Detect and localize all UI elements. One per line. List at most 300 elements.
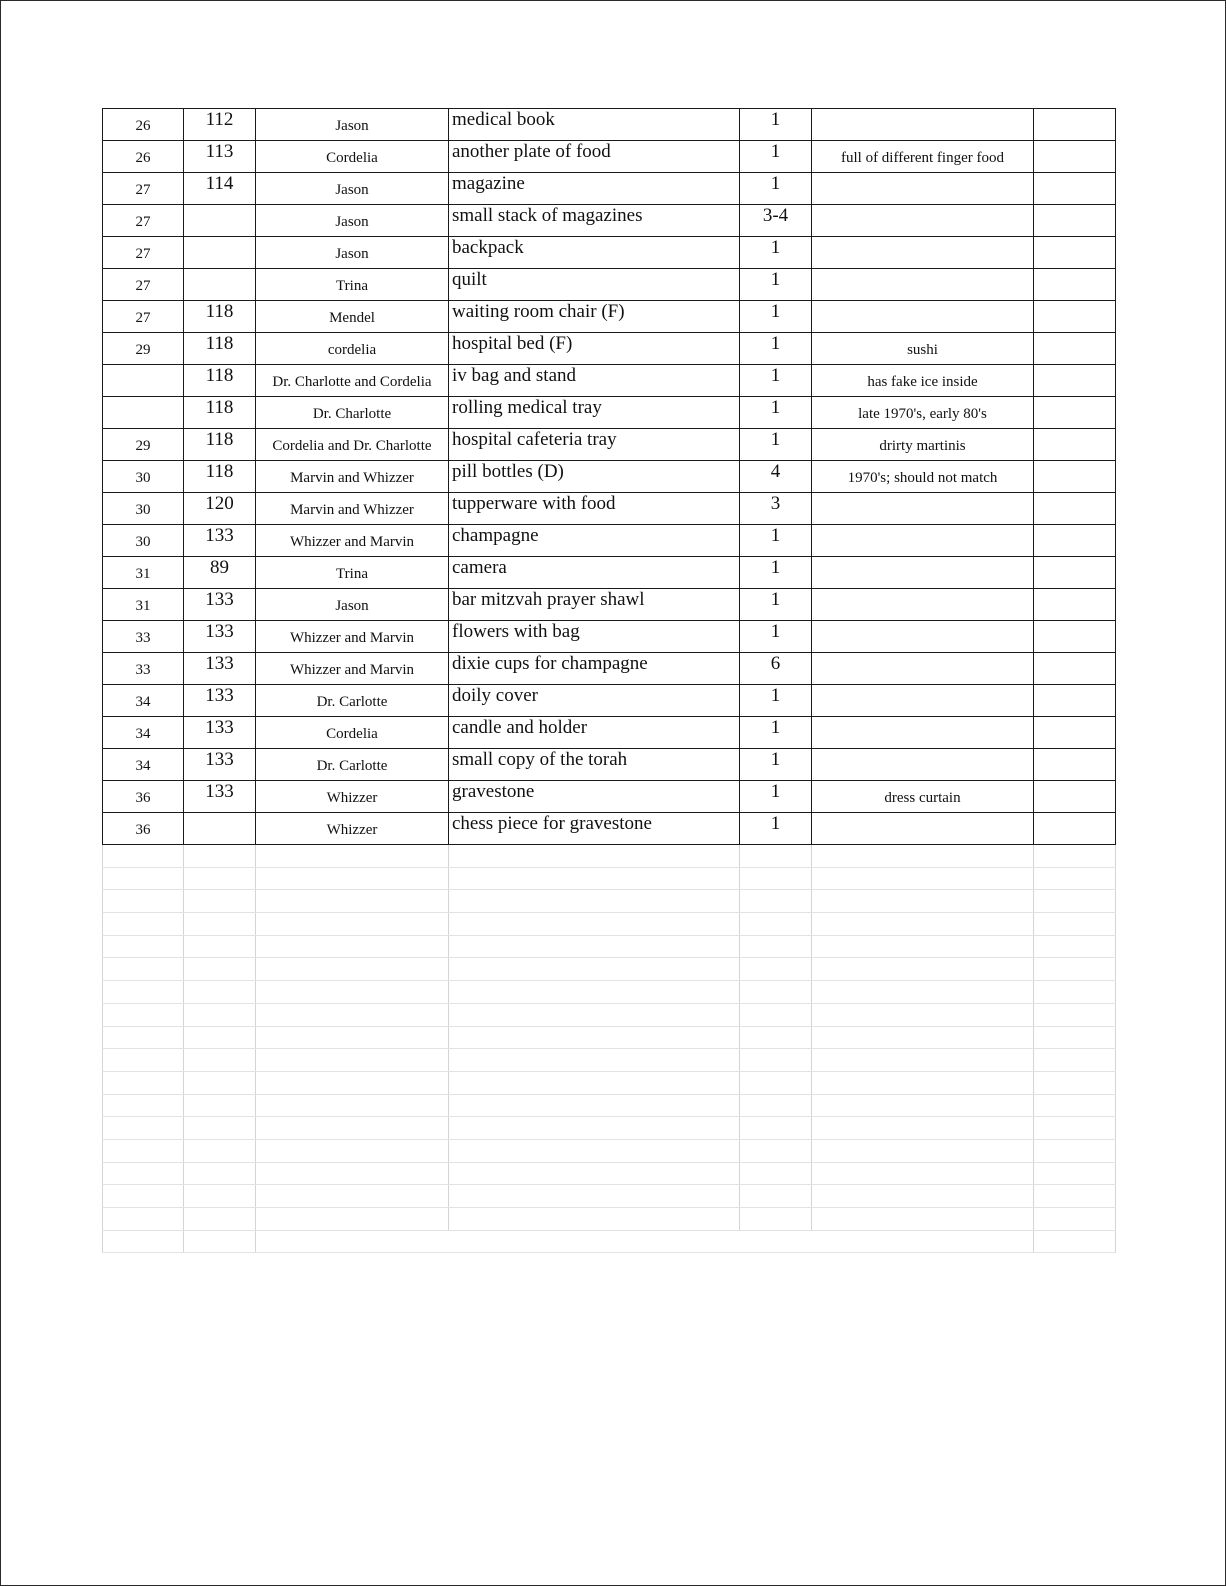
item-cell: quilt — [449, 269, 740, 301]
empty-grid-cell — [103, 1162, 184, 1185]
empty-grid-row — [103, 1139, 1116, 1162]
empty-grid-cell — [812, 1139, 1034, 1162]
character-cell: Marvin and Whizzer — [256, 461, 449, 493]
item-cell: dixie cups for champagne — [449, 653, 740, 685]
page-number-cell: 118 — [184, 461, 256, 493]
empty-grid-cell — [740, 1208, 812, 1231]
empty-grid-row — [103, 1185, 1116, 1208]
empty-grid-cell — [184, 845, 256, 867]
table-row — [103, 237, 1116, 269]
page-number-cell: 118 — [184, 301, 256, 333]
character-cell: Jason — [256, 109, 449, 141]
scene-cell: 29 — [103, 333, 184, 365]
notes-cell — [812, 749, 1034, 781]
extra-cell — [1034, 685, 1116, 717]
empty-grid-cell — [812, 1049, 1034, 1072]
empty-grid-cell — [103, 1026, 184, 1049]
empty-grid-cell — [103, 981, 184, 1004]
empty-grid-cell — [740, 1117, 812, 1140]
empty-grid-cell — [1034, 1117, 1116, 1140]
page-number-cell: 133 — [184, 525, 256, 557]
empty-grid-cell — [1034, 958, 1116, 981]
scene-cell — [103, 397, 184, 429]
table-row — [103, 109, 1116, 141]
empty-grid-cell — [256, 1049, 449, 1072]
extra-cell — [1034, 589, 1116, 621]
empty-grid-cell — [449, 1139, 740, 1162]
extra-cell — [1034, 141, 1116, 173]
quantity-cell: 1 — [740, 141, 812, 173]
scene-cell: 30 — [103, 525, 184, 557]
table-row — [103, 461, 1116, 493]
empty-grid-cell — [812, 845, 1034, 867]
page-number-cell: 118 — [184, 333, 256, 365]
item-cell: doily cover — [449, 685, 740, 717]
notes-cell — [812, 301, 1034, 333]
quantity-cell: 1 — [740, 813, 812, 845]
extra-cell — [1034, 653, 1116, 685]
empty-grid-cell — [184, 1071, 256, 1094]
empty-grid-cell — [1034, 981, 1116, 1004]
character-cell: Cordelia — [256, 717, 449, 749]
table-row — [103, 173, 1116, 205]
empty-grid-cell — [184, 1117, 256, 1140]
item-cell: medical book — [449, 109, 740, 141]
empty-grid-cell — [103, 1117, 184, 1140]
notes-cell — [812, 557, 1034, 589]
props-table — [102, 108, 1116, 845]
empty-grid-row — [103, 867, 1116, 890]
empty-grid-cell — [740, 935, 812, 958]
item-cell: magazine — [449, 173, 740, 205]
table-row — [103, 813, 1116, 845]
empty-grid-row — [103, 845, 1116, 867]
item-cell: hospital bed (F) — [449, 333, 740, 365]
notes-cell — [812, 525, 1034, 557]
empty-grid-cell — [184, 1094, 256, 1117]
empty-grid-cell — [1034, 890, 1116, 913]
scene-cell: 36 — [103, 781, 184, 813]
page-number-cell: 113 — [184, 141, 256, 173]
extra-cell — [1034, 365, 1116, 397]
scene-cell: 29 — [103, 429, 184, 461]
extra-cell — [1034, 109, 1116, 141]
empty-grid-cell — [449, 1049, 740, 1072]
empty-grid-row — [103, 1162, 1116, 1185]
empty-grid-cell — [812, 1185, 1034, 1208]
quantity-cell: 1 — [740, 685, 812, 717]
scene-cell: 27 — [103, 269, 184, 301]
page-number-cell — [184, 269, 256, 301]
item-cell: rolling medical tray — [449, 397, 740, 429]
page-number-cell: 120 — [184, 493, 256, 525]
empty-grid-cell — [812, 935, 1034, 958]
empty-grid-cell — [256, 935, 449, 958]
empty-grid-cell — [1034, 1230, 1116, 1253]
empty-grid-cell — [449, 981, 740, 1004]
empty-grid-cell — [184, 1049, 256, 1072]
quantity-cell: 1 — [740, 109, 812, 141]
page-number-cell: 133 — [184, 653, 256, 685]
table-row — [103, 365, 1116, 397]
character-cell: Cordelia — [256, 141, 449, 173]
notes-cell: drirty martinis — [812, 429, 1034, 461]
quantity-cell: 1 — [740, 621, 812, 653]
notes-cell — [812, 269, 1034, 301]
table-row — [103, 621, 1116, 653]
notes-cell — [812, 205, 1034, 237]
quantity-cell: 1 — [740, 301, 812, 333]
empty-grid-cell — [812, 1026, 1034, 1049]
page-number-cell: 133 — [184, 621, 256, 653]
empty-grid-row — [103, 1003, 1116, 1026]
empty-grid-cell — [740, 845, 812, 867]
scene-cell: 34 — [103, 685, 184, 717]
empty-grid-cell — [812, 958, 1034, 981]
empty-grid-cell — [449, 890, 740, 913]
empty-grid-cell — [449, 867, 740, 890]
item-cell: hospital cafeteria tray — [449, 429, 740, 461]
quantity-cell: 1 — [740, 589, 812, 621]
empty-grid-cell — [103, 1139, 184, 1162]
empty-grid-cell — [103, 890, 184, 913]
empty-grid-row — [103, 1117, 1116, 1140]
character-cell: Dr. Charlotte and Cordelia — [256, 365, 449, 397]
empty-grid-row — [103, 981, 1116, 1004]
empty-grid-cell — [449, 1094, 740, 1117]
empty-grid-cell — [1034, 1185, 1116, 1208]
scene-cell: 27 — [103, 173, 184, 205]
empty-grid-cell — [256, 981, 449, 1004]
empty-grid-cell — [740, 890, 812, 913]
empty-grid-cell — [1034, 913, 1116, 936]
character-cell: Trina — [256, 557, 449, 589]
empty-grid-row — [103, 1208, 1116, 1231]
table-row — [103, 493, 1116, 525]
item-cell: backpack — [449, 237, 740, 269]
empty-grid-cell — [740, 1049, 812, 1072]
scene-cell: 31 — [103, 589, 184, 621]
empty-grid-cell — [103, 867, 184, 890]
item-cell: pill bottles (D) — [449, 461, 740, 493]
character-cell: Cordelia and Dr. Charlotte — [256, 429, 449, 461]
empty-grid-cell — [184, 1230, 256, 1253]
character-cell: Dr. Carlotte — [256, 749, 449, 781]
scene-cell: 27 — [103, 301, 184, 333]
empty-grid-cell — [103, 935, 184, 958]
empty-grid-cell — [812, 1117, 1034, 1140]
page-number-cell — [184, 813, 256, 845]
empty-grid-row — [103, 1026, 1116, 1049]
empty-grid-cell — [1034, 845, 1116, 867]
empty-grid-cell — [449, 1162, 740, 1185]
item-cell: bar mitzvah prayer shawl — [449, 589, 740, 621]
extra-cell — [1034, 525, 1116, 557]
page-number-cell: 133 — [184, 685, 256, 717]
empty-grid-cell — [812, 1162, 1034, 1185]
table-row — [103, 301, 1116, 333]
extra-cell — [1034, 781, 1116, 813]
table-row — [103, 141, 1116, 173]
extra-cell — [1034, 749, 1116, 781]
page-number-cell — [184, 205, 256, 237]
extra-cell — [1034, 429, 1116, 461]
character-cell: Dr. Carlotte — [256, 685, 449, 717]
empty-grid-cell — [812, 1003, 1034, 1026]
empty-grid-cell — [103, 1094, 184, 1117]
quantity-cell: 1 — [740, 781, 812, 813]
empty-grid-cell — [103, 958, 184, 981]
empty-grid-cell — [256, 867, 449, 890]
empty-grid-cell — [184, 1185, 256, 1208]
table-row — [103, 557, 1116, 589]
spreadsheet-area — [102, 108, 1115, 1253]
quantity-cell: 3 — [740, 493, 812, 525]
page-number-cell: 114 — [184, 173, 256, 205]
empty-grid-cell — [256, 1162, 449, 1185]
empty-grid-cell — [184, 913, 256, 936]
empty-grid-cell — [103, 1071, 184, 1094]
item-cell: candle and holder — [449, 717, 740, 749]
notes-cell — [812, 717, 1034, 749]
empty-grid-cell — [184, 1003, 256, 1026]
empty-grid-cell — [740, 958, 812, 981]
empty-grid-cell — [449, 845, 740, 867]
empty-grid-cell — [740, 1003, 812, 1026]
empty-grid-cell — [449, 935, 740, 958]
table-row — [103, 397, 1116, 429]
quantity-cell: 4 — [740, 461, 812, 493]
extra-cell — [1034, 813, 1116, 845]
table-row — [103, 749, 1116, 781]
empty-grid-cell — [740, 913, 812, 936]
scene-cell: 36 — [103, 813, 184, 845]
empty-grid-cell — [812, 1208, 1034, 1231]
extra-cell — [1034, 205, 1116, 237]
notes-cell: 1970's; should not match — [812, 461, 1034, 493]
character-cell: Dr. Charlotte — [256, 397, 449, 429]
item-cell: another plate of food — [449, 141, 740, 173]
empty-grid-cell — [256, 913, 449, 936]
empty-grid-cell — [740, 1094, 812, 1117]
empty-grid-cell — [449, 913, 740, 936]
character-cell: Jason — [256, 237, 449, 269]
empty-grid-cell — [449, 958, 740, 981]
empty-grid-cell — [256, 1117, 449, 1140]
page-number-cell: 133 — [184, 717, 256, 749]
notes-cell: full of different finger food — [812, 141, 1034, 173]
page-number-cell: 118 — [184, 429, 256, 461]
notes-cell — [812, 237, 1034, 269]
item-cell: champagne — [449, 525, 740, 557]
empty-grid-body — [103, 845, 1116, 1253]
empty-grid-cell — [103, 1185, 184, 1208]
empty-grid-cell — [812, 867, 1034, 890]
item-cell: flowers with bag — [449, 621, 740, 653]
empty-grid-cell — [740, 1026, 812, 1049]
empty-grid-cell — [103, 1049, 184, 1072]
character-cell: Mendel — [256, 301, 449, 333]
notes-cell — [812, 173, 1034, 205]
scene-cell: 34 — [103, 717, 184, 749]
character-cell: cordelia — [256, 333, 449, 365]
extra-cell — [1034, 269, 1116, 301]
empty-grid-cell — [184, 1139, 256, 1162]
table-row — [103, 781, 1116, 813]
quantity-cell: 1 — [740, 237, 812, 269]
table-row — [103, 205, 1116, 237]
empty-grid-cell — [256, 1230, 1034, 1253]
empty-grid-cell — [1034, 1026, 1116, 1049]
extra-cell — [1034, 493, 1116, 525]
character-cell: Whizzer and Marvin — [256, 525, 449, 557]
character-cell: Jason — [256, 173, 449, 205]
empty-grid-cell — [184, 958, 256, 981]
empty-grid-cell — [103, 1230, 184, 1253]
table-row — [103, 653, 1116, 685]
page-number-cell: 112 — [184, 109, 256, 141]
empty-grid-cell — [184, 890, 256, 913]
empty-grid-cell — [1034, 1208, 1116, 1231]
empty-grid-cell — [740, 1139, 812, 1162]
empty-grid-cell — [256, 890, 449, 913]
notes-cell — [812, 589, 1034, 621]
character-cell: Marvin and Whizzer — [256, 493, 449, 525]
character-cell: Jason — [256, 589, 449, 621]
empty-grid-row — [103, 890, 1116, 913]
notes-cell — [812, 621, 1034, 653]
extra-cell — [1034, 173, 1116, 205]
extra-cell — [1034, 621, 1116, 653]
empty-grid-cell — [184, 935, 256, 958]
empty-grid-cell — [449, 1003, 740, 1026]
quantity-cell: 6 — [740, 653, 812, 685]
quantity-cell: 1 — [740, 397, 812, 429]
empty-grid-cell — [256, 958, 449, 981]
empty-grid-cell — [449, 1071, 740, 1094]
notes-cell — [812, 109, 1034, 141]
table-row — [103, 333, 1116, 365]
empty-grid-cell — [449, 1026, 740, 1049]
empty-grid-row — [103, 958, 1116, 981]
scene-cell: 30 — [103, 493, 184, 525]
empty-grid-cell — [256, 1003, 449, 1026]
item-cell: tupperware with food — [449, 493, 740, 525]
empty-grid-cell — [184, 1208, 256, 1231]
quantity-cell: 1 — [740, 717, 812, 749]
empty-grid-cell — [103, 1003, 184, 1026]
notes-cell — [812, 493, 1034, 525]
empty-grid-cell — [1034, 1162, 1116, 1185]
item-cell: waiting room chair (F) — [449, 301, 740, 333]
empty-grid-cell — [184, 981, 256, 1004]
empty-grid-cell — [812, 1071, 1034, 1094]
quantity-cell: 1 — [740, 557, 812, 589]
empty-grid-cell — [1034, 1071, 1116, 1094]
page-number-cell: 118 — [184, 397, 256, 429]
empty-grid-cell — [812, 981, 1034, 1004]
empty-grid-cell — [449, 1117, 740, 1140]
empty-grid-cell — [812, 913, 1034, 936]
extra-cell — [1034, 333, 1116, 365]
item-cell: small stack of magazines — [449, 205, 740, 237]
page-number-cell — [184, 237, 256, 269]
page-number-cell: 133 — [184, 749, 256, 781]
scene-cell: 27 — [103, 205, 184, 237]
quantity-cell: 1 — [740, 269, 812, 301]
empty-grid-cell — [449, 1208, 740, 1231]
empty-grid-row — [103, 1094, 1116, 1117]
empty-grid-cell — [740, 1071, 812, 1094]
empty-grid-row — [103, 1049, 1116, 1072]
page-number-cell: 133 — [184, 589, 256, 621]
table-row — [103, 429, 1116, 461]
scene-cell: 30 — [103, 461, 184, 493]
empty-grid-cell — [1034, 1003, 1116, 1026]
character-cell: Whizzer — [256, 781, 449, 813]
extra-cell — [1034, 461, 1116, 493]
empty-grid-cell — [740, 1185, 812, 1208]
empty-grid-cell — [812, 1094, 1034, 1117]
extra-cell — [1034, 397, 1116, 429]
quantity-cell: 1 — [740, 525, 812, 557]
notes-cell — [812, 653, 1034, 685]
empty-grid-cell — [256, 1185, 449, 1208]
empty-grid-cell — [449, 1185, 740, 1208]
notes-cell: late 1970's, early 80's — [812, 397, 1034, 429]
empty-grid-row — [103, 913, 1116, 936]
empty-grid-cell — [103, 913, 184, 936]
empty-grid-row — [103, 1071, 1116, 1094]
scene-cell: 26 — [103, 109, 184, 141]
empty-grid-row — [103, 1230, 1116, 1253]
extra-cell — [1034, 557, 1116, 589]
empty-grid-cell — [256, 845, 449, 867]
empty-grid-cell — [1034, 1139, 1116, 1162]
empty-grid-cell — [740, 981, 812, 1004]
empty-grid-cell — [812, 890, 1034, 913]
quantity-cell: 1 — [740, 749, 812, 781]
empty-grid-cell — [740, 1162, 812, 1185]
notes-cell — [812, 813, 1034, 845]
notes-cell: sushi — [812, 333, 1034, 365]
empty-grid-cell — [184, 867, 256, 890]
empty-grid-cell — [1034, 1049, 1116, 1072]
table-row — [103, 525, 1116, 557]
quantity-cell: 1 — [740, 333, 812, 365]
character-cell: Whizzer — [256, 813, 449, 845]
character-cell: Whizzer and Marvin — [256, 653, 449, 685]
item-cell: gravestone — [449, 781, 740, 813]
empty-grid-cell — [1034, 867, 1116, 890]
page-number-cell: 89 — [184, 557, 256, 589]
empty-grid — [102, 845, 1116, 1253]
scene-cell: 33 — [103, 621, 184, 653]
item-cell: iv bag and stand — [449, 365, 740, 397]
scene-cell — [103, 365, 184, 397]
notes-cell: has fake ice inside — [812, 365, 1034, 397]
empty-grid-cell — [103, 845, 184, 867]
empty-grid-cell — [256, 1094, 449, 1117]
table-row — [103, 717, 1116, 749]
props-table-body — [103, 109, 1116, 845]
quantity-cell: 1 — [740, 365, 812, 397]
empty-grid-row — [103, 935, 1116, 958]
extra-cell — [1034, 301, 1116, 333]
quantity-cell: 3-4 — [740, 205, 812, 237]
notes-cell: dress curtain — [812, 781, 1034, 813]
extra-cell — [1034, 237, 1116, 269]
